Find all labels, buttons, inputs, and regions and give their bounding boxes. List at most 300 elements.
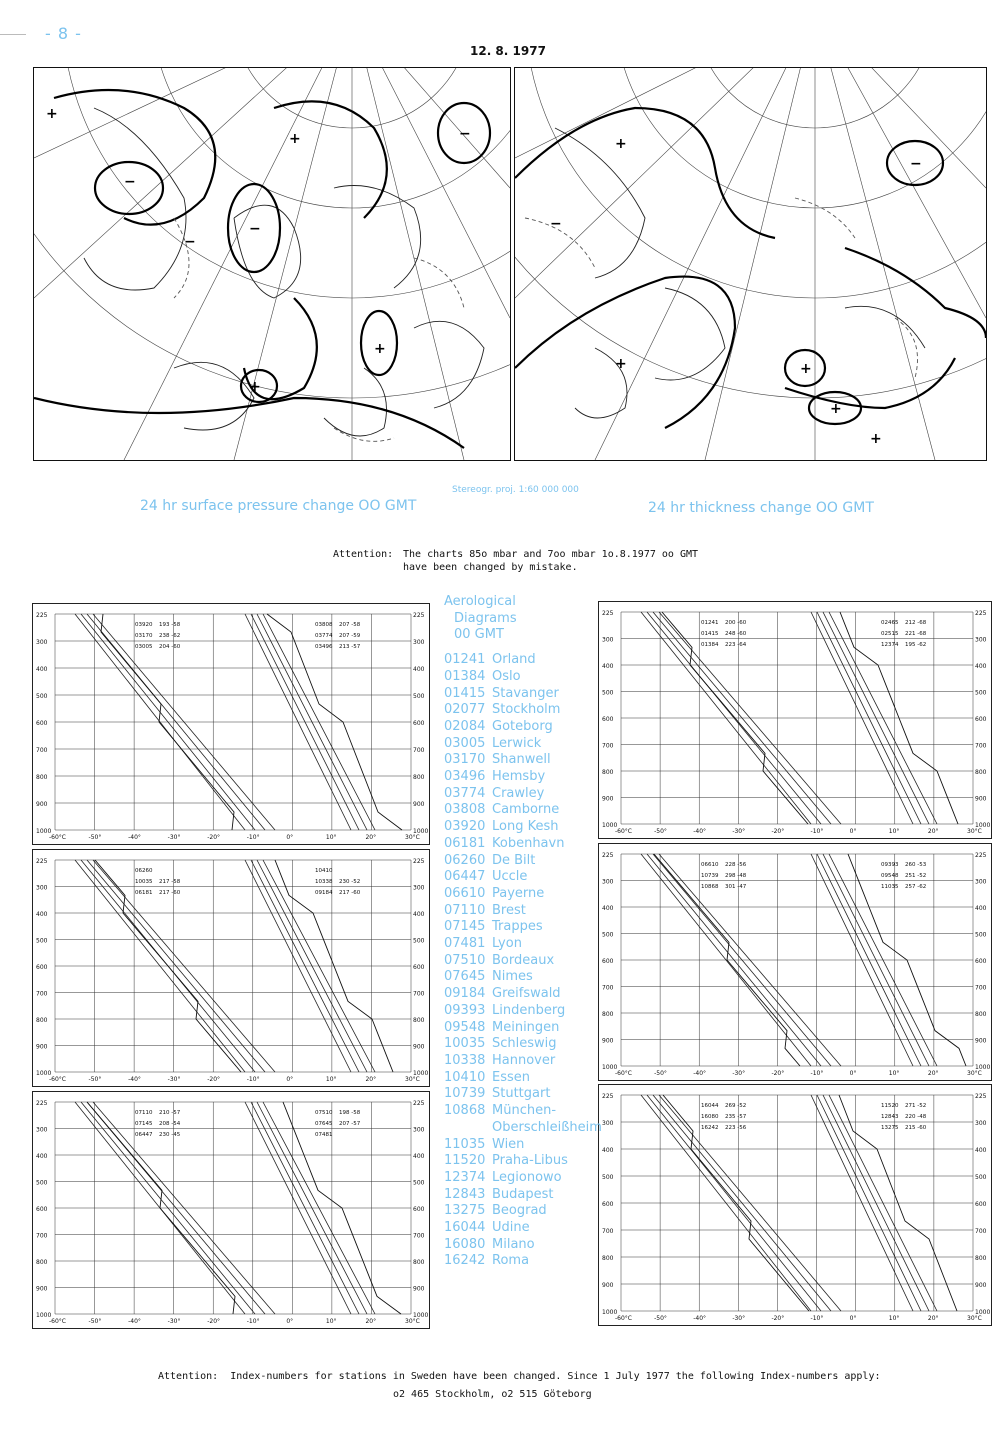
pressure-label: 800 [36, 774, 48, 781]
diagram-station-values: 220 -48 [905, 1114, 927, 1120]
station-code: 10035 [444, 1036, 486, 1052]
pressure-label: 700 [413, 1232, 425, 1240]
station-code: 06260 [444, 852, 486, 868]
station-code: 12374 [444, 1169, 486, 1185]
svg-text:+: + [289, 131, 301, 147]
pressure-label: 600 [975, 716, 987, 723]
temperature-label: 30°C [967, 1070, 982, 1077]
diagram-station-code: 07481 [315, 1132, 333, 1138]
temperature-label: -20° [771, 1315, 785, 1322]
station-name: Payerne [492, 885, 545, 901]
svg-text:−: − [459, 126, 471, 142]
aerological-diagram-panel [598, 1084, 992, 1326]
pressure-label: 800 [602, 1255, 614, 1262]
station-name: Milano [492, 1236, 535, 1252]
pressure-label: 800 [36, 1259, 48, 1266]
pressure-label: 500 [975, 931, 987, 939]
pressure-label: 600 [975, 958, 987, 965]
aerological-diagram-svg [33, 604, 429, 844]
diagram-station-code: 12843 [881, 1114, 899, 1120]
legend-station-row [444, 819, 604, 836]
temperature-label: -40° [128, 834, 141, 841]
legend-station-row [444, 1053, 604, 1070]
diagram-station-values: 235 -57 [725, 1114, 747, 1120]
pressure-label: 500 [975, 689, 987, 697]
diagram-station-code: 16080 [701, 1114, 719, 1120]
svg-text:+: + [870, 431, 882, 447]
diagram-station-values: 230 -45 [159, 1132, 181, 1138]
diagram-station-code: 10410 [315, 868, 333, 874]
pressure-label: 1000 [602, 1309, 618, 1316]
legend-station-row [444, 1203, 604, 1220]
pressure-label: 400 [975, 1147, 987, 1154]
temperature-label: -30° [167, 1318, 181, 1325]
pressure-label: 1000 [975, 1309, 991, 1316]
temperature-label: -10° [246, 834, 260, 841]
station-code: 10868 [444, 1103, 486, 1119]
diagram-station-code: 12374 [881, 642, 899, 648]
legend-station-row [444, 1070, 604, 1087]
aerological-diagram-svg [33, 850, 429, 1086]
temperature-label: -40° [693, 1070, 707, 1077]
station-name: Orland [492, 652, 536, 668]
station-code: 06447 [444, 869, 486, 885]
pressure-label: 700 [602, 984, 614, 992]
thickness-map-svg [515, 68, 986, 460]
pressure-label: 225 [413, 612, 425, 619]
pressure-label: 900 [975, 1282, 987, 1289]
diagram-station-code: 10035 [135, 879, 153, 885]
station-code: 16242 [444, 1253, 486, 1269]
pressure-label: 500 [602, 1174, 614, 1181]
pressure-label: 900 [413, 1043, 425, 1051]
station-name: Lerwick [492, 735, 542, 751]
legend-station-row [444, 802, 604, 819]
attention-line2: have been changed by mistake. [403, 562, 578, 573]
pressure-label: 700 [602, 1228, 614, 1235]
station-code: 12843 [444, 1186, 486, 1202]
svg-text:+: + [374, 341, 386, 357]
diagram-station-code: 03005 [135, 644, 153, 650]
pressure-label: 900 [36, 1285, 48, 1293]
station-code: 16080 [444, 1236, 486, 1252]
surface-pressure-map-svg [34, 68, 510, 460]
station-name: Shanwell [492, 752, 551, 768]
diagram-station-values: 257 -62 [905, 884, 927, 890]
pressure-label: 225 [602, 1093, 614, 1100]
diagram-station-code: 16044 [701, 1103, 719, 1109]
station-name: Brest [492, 902, 526, 918]
pressure-label: 500 [413, 693, 425, 700]
temperature-label: 30°C [967, 828, 982, 835]
svg-text:+: + [830, 401, 842, 417]
station-name: Stuttgart [492, 1086, 551, 1102]
station-name: Hemsby [492, 769, 546, 785]
pressure-label: 500 [602, 931, 614, 939]
station-name: Oberschleißheim [492, 1119, 602, 1135]
surface-pressure-caption: 24 hr surface pressure change OO GMT [140, 498, 417, 514]
legend-station-row [444, 769, 604, 786]
diagram-station-code: 06610 [701, 862, 719, 868]
pressure-label: 225 [36, 858, 48, 865]
svg-text:+: + [249, 379, 261, 395]
temperature-label: 30°C [405, 1076, 420, 1083]
temperature-label: -30° [732, 1070, 746, 1077]
diagram-station-values: 207 -59 [339, 633, 361, 639]
pressure-label: 300 [602, 1120, 614, 1127]
svg-text:+: + [46, 106, 58, 122]
diagram-station-code: 07510 [315, 1110, 333, 1116]
station-name: Praha-Libus [492, 1153, 568, 1169]
aerological-diagram-panel [32, 1091, 430, 1329]
station-name: Lyon [492, 936, 522, 952]
pressure-label: 1000 [36, 1312, 52, 1319]
station-name: Schleswig [492, 1036, 557, 1052]
pressure-label: 1000 [413, 1070, 429, 1077]
pressure-label: 900 [602, 795, 614, 803]
diagram-station-code: 07645 [315, 1121, 333, 1127]
legend-station-row [444, 1003, 604, 1020]
diagram-station-code: 03774 [315, 633, 333, 639]
pressure-label: 300 [975, 878, 987, 886]
diagram-station-values: 210 -57 [159, 1110, 181, 1116]
station-code: 03774 [444, 785, 486, 801]
pressure-label: 700 [975, 742, 987, 750]
pressure-label: 300 [413, 639, 425, 646]
diagram-station-code: 01415 [701, 631, 719, 637]
legend-station-row [444, 1036, 604, 1053]
attention-note-charts [333, 548, 698, 574]
temperature-label: -20° [207, 1076, 221, 1083]
diagram-station-values: 260 -53 [905, 862, 927, 868]
station-code: 03808 [444, 802, 486, 818]
diagram-station-values: 298 -48 [725, 873, 747, 879]
attention2-line2: o2 465 Stockholm, o2 515 Göteborg [393, 1389, 592, 1400]
svg-text:−: − [550, 216, 562, 232]
temperature-label: -50° [88, 834, 102, 841]
pressure-label: 500 [413, 1179, 425, 1187]
legend-title-line: Aerological [444, 594, 516, 609]
diagram-station-values: 248 -60 [725, 631, 747, 637]
diagram-station-code: 13275 [881, 1125, 899, 1131]
svg-text:−: − [910, 156, 922, 172]
temperature-label: -30° [732, 1315, 746, 1322]
pressure-label: 700 [413, 747, 425, 754]
station-code: 03496 [444, 769, 486, 785]
diagram-station-code: 10338 [315, 879, 333, 885]
temperature-label: 20° [927, 1070, 939, 1077]
pressure-label: 600 [36, 964, 48, 971]
station-name: Legionowo [492, 1169, 562, 1185]
legend-station-row [444, 1137, 604, 1154]
legend-title [444, 594, 604, 644]
station-name: Bordeaux [492, 952, 555, 968]
diagram-station-code: 10868 [701, 884, 719, 890]
diagram-station-values: 228 -56 [725, 862, 747, 868]
diagram-station-values: 204 -60 [159, 644, 181, 650]
pressure-label: 1000 [602, 1064, 618, 1071]
station-name: Lindenberg [492, 1002, 566, 1018]
top-rule [0, 34, 26, 35]
diagram-station-values: 301 -47 [725, 884, 747, 890]
pressure-label: 400 [602, 1147, 614, 1154]
temperature-label: -10° [246, 1318, 260, 1325]
pressure-label: 225 [36, 612, 48, 619]
station-code: 03920 [444, 819, 486, 835]
station-name: München- [492, 1103, 557, 1119]
pressure-label: 300 [413, 884, 425, 892]
diagram-station-code: 03496 [315, 644, 333, 650]
temperature-label: 10° [888, 1070, 900, 1077]
legend-title-line: 00 GMT [454, 627, 504, 643]
pressure-label: 225 [36, 1100, 48, 1107]
temperature-label: -30° [167, 834, 181, 841]
legend-station-row [444, 1170, 604, 1187]
legend-station-row [444, 1020, 604, 1037]
legend-station-row [444, 1187, 604, 1204]
temperature-label: -50° [654, 828, 667, 835]
station-name: Stockholm [492, 702, 561, 718]
diagram-station-values: 251 -52 [905, 873, 927, 879]
temperature-label: -30° [167, 1076, 181, 1083]
svg-text:−: − [124, 174, 136, 190]
legend-station-row [444, 936, 604, 953]
temperature-label: 0° [286, 1318, 294, 1325]
temperature-label: -10° [810, 828, 824, 835]
diagram-station-code: 11520 [881, 1103, 899, 1109]
pressure-label: 500 [36, 937, 48, 945]
pressure-label: 500 [413, 937, 425, 945]
diagram-station-values: 217 -58 [159, 879, 181, 885]
temperature-label: -10° [810, 1070, 824, 1077]
pressure-label: 900 [975, 1037, 987, 1045]
diagram-station-values: 217 -60 [159, 890, 181, 896]
diagram-station-values: 207 -57 [339, 1121, 361, 1127]
legend-station-row [444, 786, 604, 803]
station-code: 07110 [444, 902, 486, 918]
station-code: 07145 [444, 919, 486, 935]
legend-station-row [444, 986, 604, 1003]
station-name: Camborne [492, 802, 560, 818]
pressure-label: 225 [413, 1100, 425, 1107]
station-name: De Bilt [492, 852, 536, 868]
diagram-station-code: 02515 [881, 631, 899, 637]
station-code: 03170 [444, 752, 486, 768]
temperature-label: 10° [325, 834, 337, 841]
station-name: Stavanger [492, 685, 559, 701]
diagram-station-values: 195 -62 [905, 642, 927, 648]
diagram-station-values: 223 -64 [725, 642, 747, 648]
station-name: Kobenhavn [492, 835, 565, 851]
pressure-label: 1000 [975, 1064, 991, 1071]
temperature-label: -30° [732, 828, 746, 835]
temperature-label: 0° [286, 1076, 294, 1083]
diagram-station-code: 06181 [135, 890, 153, 896]
legend-station-row [444, 969, 604, 986]
legend-station-row [444, 886, 604, 903]
pressure-label: 300 [602, 636, 614, 644]
station-name: Beograd [492, 1203, 547, 1219]
diagram-station-values: 217 -60 [339, 890, 361, 896]
diagram-station-code: 11035 [881, 884, 899, 890]
pressure-label: 600 [602, 1201, 614, 1208]
temperature-label: -60°C [49, 834, 66, 841]
pressure-label: 600 [413, 1206, 425, 1213]
legend-title-line: Diagrams [454, 610, 517, 626]
station-name: Roma [492, 1253, 530, 1269]
attention-line1: The charts 85o mbar and 7oo mbar 1o.8.1977 oo GMT [403, 549, 699, 560]
pressure-label: 600 [413, 720, 425, 727]
pressure-label: 700 [413, 990, 425, 998]
pressure-label: 800 [975, 1255, 987, 1262]
pressure-label: 800 [602, 769, 614, 776]
pressure-label: 800 [602, 1011, 614, 1018]
diagram-station-values: 212 -68 [905, 620, 927, 626]
station-name: Long Kesh [492, 819, 559, 835]
station-code: 01241 [444, 652, 486, 668]
pressure-label: 700 [975, 1228, 987, 1235]
diagram-station-code: 06260 [135, 868, 153, 874]
diagram-station-code: 03808 [315, 622, 333, 628]
pressure-label: 1000 [602, 822, 618, 829]
diagram-station-code: 16242 [701, 1125, 719, 1131]
pressure-label: 500 [975, 1174, 987, 1181]
diagram-station-code: 09184 [315, 890, 333, 896]
station-name: Wien [492, 1136, 525, 1152]
pressure-label: 400 [413, 666, 425, 673]
pressure-label: 600 [602, 716, 614, 723]
station-code: 10739 [444, 1086, 486, 1102]
station-code: 01415 [444, 685, 486, 701]
station-code: 07510 [444, 952, 486, 968]
pressure-label: 1000 [36, 1070, 52, 1077]
diagram-station-values: 223 -56 [725, 1125, 747, 1131]
temperature-label: 0° [849, 828, 857, 835]
legend-station-row [444, 1220, 604, 1237]
pressure-label: 225 [602, 852, 614, 859]
pressure-label: 300 [413, 1126, 425, 1134]
diagram-station-values: 269 -52 [725, 1103, 747, 1109]
thickness-change-map [514, 67, 987, 461]
pressure-label: 300 [36, 639, 48, 646]
legend-station-row [444, 736, 604, 753]
legend-station-row [444, 869, 604, 886]
legend-station-row [444, 719, 604, 736]
temperature-label: -40° [128, 1076, 141, 1083]
diagram-station-code: 07110 [135, 1110, 153, 1116]
temperature-label: 20° [927, 1315, 939, 1322]
legend-station-row [444, 1103, 604, 1120]
temperature-label: -50° [88, 1318, 102, 1325]
pressure-label: 400 [413, 1153, 425, 1160]
temperature-label: 0° [849, 1315, 857, 1322]
pressure-label: 500 [36, 693, 48, 700]
pressure-label: 400 [602, 905, 614, 912]
temperature-label: -40° [128, 1318, 141, 1325]
diagram-station-code: 06447 [135, 1132, 153, 1138]
diagram-station-code: 09393 [881, 862, 899, 868]
pressure-label: 900 [413, 801, 425, 808]
station-code: 10338 [444, 1052, 486, 1068]
diagram-station-code: 01241 [701, 620, 719, 626]
temperature-label: 30°C [967, 1315, 982, 1322]
surface-pressure-change-map [33, 67, 511, 461]
legend-station-row [444, 752, 604, 769]
station-name: Crawley [492, 785, 545, 801]
svg-text:+: + [615, 356, 627, 372]
station-code: 09393 [444, 1002, 486, 1018]
attention-label: Attention: [333, 549, 394, 560]
station-code: 06181 [444, 835, 486, 851]
pressure-label: 300 [975, 636, 987, 644]
pressure-label: 400 [602, 663, 614, 670]
pressure-label: 900 [602, 1282, 614, 1289]
station-name: Trappes [492, 919, 543, 935]
diagram-station-values: 200 -60 [725, 620, 747, 626]
legend-station-row [444, 1253, 604, 1270]
pressure-label: 225 [413, 858, 425, 865]
diagram-station-values: 207 -58 [339, 622, 361, 628]
temperature-label: -10° [810, 1315, 824, 1322]
diagram-station-values: 208 -54 [159, 1121, 181, 1127]
pressure-label: 400 [36, 666, 48, 673]
pressure-label: 400 [36, 911, 48, 918]
pressure-label: 900 [413, 1285, 425, 1293]
station-name: Essen [492, 1069, 530, 1085]
station-code: 02084 [444, 718, 486, 734]
temperature-label: 0° [849, 1070, 857, 1077]
pressure-label: 800 [413, 774, 425, 781]
diagram-station-code: 03920 [135, 622, 153, 628]
svg-text:−: − [249, 221, 261, 237]
temperature-label: 10° [325, 1076, 337, 1083]
pressure-label: 1000 [36, 828, 52, 835]
station-name: Oslo [492, 668, 521, 684]
aerological-diagram-svg [33, 1092, 429, 1328]
legend-station-row [444, 669, 604, 686]
station-code: 11520 [444, 1153, 486, 1169]
temperature-label: -60°C [49, 1318, 66, 1325]
aerological-diagram-panel [32, 603, 430, 845]
pressure-label: 600 [36, 720, 48, 727]
attention-note-index [158, 1371, 880, 1382]
diagram-station-values: 198 -58 [339, 1110, 361, 1116]
attention2-label: Attention: [158, 1371, 219, 1382]
pressure-label: 700 [36, 990, 48, 998]
temperature-label: -20° [207, 834, 221, 841]
legend-station-row [444, 702, 604, 719]
pressure-label: 300 [975, 1120, 987, 1127]
temperature-label: -20° [771, 1070, 785, 1077]
temperature-label: -10° [246, 1076, 260, 1083]
aerological-diagram-svg [599, 844, 991, 1080]
temperature-label: -50° [654, 1070, 667, 1077]
aerological-diagram-panel [598, 843, 992, 1081]
legend-station-row [444, 853, 604, 870]
temperature-label: -40° [693, 1315, 707, 1322]
pressure-label: 300 [36, 1126, 48, 1134]
temperature-label: -40° [693, 828, 707, 835]
temperature-label: -50° [88, 1076, 102, 1083]
pressure-label: 1000 [413, 828, 429, 835]
pressure-label: 400 [975, 663, 987, 670]
station-code: 07481 [444, 936, 486, 952]
station-name: Goteborg [492, 718, 553, 734]
pressure-label: 225 [602, 610, 614, 617]
diagram-station-values: 238 -62 [159, 633, 181, 639]
pressure-label: 300 [36, 884, 48, 892]
pressure-label: 800 [413, 1259, 425, 1266]
